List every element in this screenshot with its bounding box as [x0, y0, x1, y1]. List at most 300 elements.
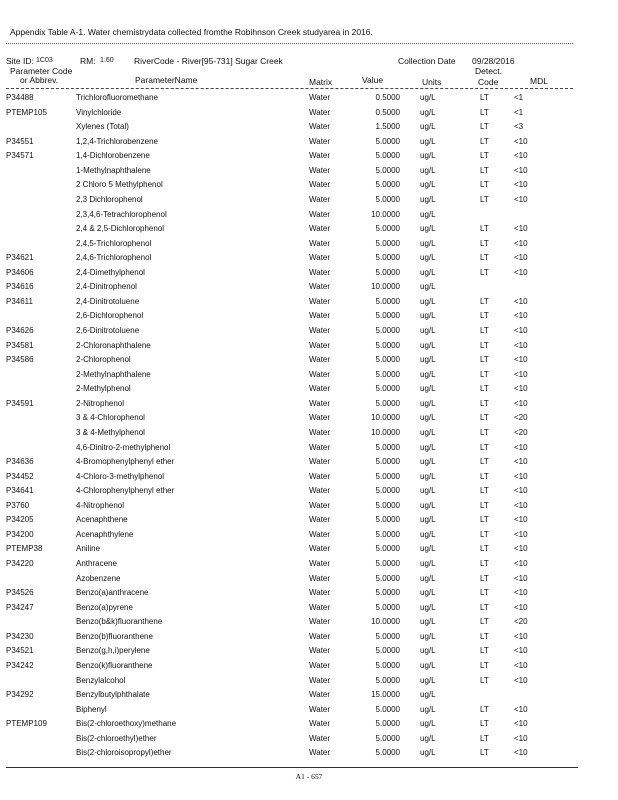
matrix-cell: Water [309, 573, 331, 583]
matrix-cell: Water [309, 209, 331, 219]
mdl-cell: <10 [514, 486, 528, 496]
table-row [0, 236, 618, 251]
matrix-cell: Water [309, 675, 331, 685]
value-cell: 1.5000 [375, 122, 400, 132]
param-code-cell: P34200 [6, 529, 34, 539]
table-row [0, 148, 618, 163]
detect-code-cell: LT [480, 398, 489, 408]
table-row [0, 600, 618, 615]
matrix-cell: Water [309, 617, 331, 627]
detect-code-cell: LT [480, 369, 489, 379]
table-row [0, 207, 618, 222]
units-cell: ug/L [420, 529, 436, 539]
param-name-cell: Benzo(b)fluoranthene [76, 631, 153, 641]
value-cell: 5.0000 [375, 631, 400, 641]
value-cell: 5.0000 [375, 748, 400, 758]
units-cell: ug/L [420, 559, 436, 568]
param-name-cell: 4-Chlorophenylphenyl ether [76, 486, 175, 496]
detect-code-cell: LT [480, 660, 489, 670]
value-cell: 5.0000 [375, 660, 400, 670]
param-name-cell: 2,4,5-Trichlorophenol [76, 238, 152, 248]
param-name-cell: 2,4-Dimethylphenol [76, 267, 145, 277]
value-cell: 5.0000 [375, 675, 400, 685]
units-cell: ug/L [420, 296, 436, 306]
param-name-cell: Benzylbutylphthalate [76, 690, 150, 700]
header-param-code: Parameter Code [10, 66, 73, 76]
value-cell: 5.0000 [375, 136, 400, 146]
value-cell: 5.0000 [375, 398, 400, 408]
matrix-cell: Water [309, 311, 331, 321]
units-cell: ug/L [420, 573, 436, 583]
header-value: Value [362, 75, 384, 85]
param-name-cell: 2-Nitrophenol [76, 398, 125, 408]
detect-code-cell: LT [480, 107, 489, 117]
detect-code-cell: LT [480, 340, 489, 350]
value-cell: 5.0000 [375, 311, 400, 321]
value-cell: 10.0000 [371, 282, 400, 292]
detect-code-cell: LT [480, 559, 489, 568]
units-cell: ug/L [420, 602, 436, 612]
mdl-cell: <10 [514, 544, 528, 554]
table-row [0, 192, 618, 207]
matrix-cell: Water [309, 398, 331, 408]
detect-code-cell: LT [480, 471, 489, 481]
mdl-cell: <10 [514, 253, 528, 263]
param-name-cell: Benzylalcohol [76, 675, 126, 685]
detect-code-cell: LT [480, 500, 489, 510]
value-cell: 10.0000 [371, 617, 400, 627]
detect-code-cell: LT [480, 384, 489, 394]
mdl-cell: <10 [514, 224, 528, 234]
value-cell: 5.0000 [375, 544, 400, 554]
detect-code-cell: LT [480, 267, 489, 277]
table-row [0, 498, 618, 513]
units-cell: ug/L [420, 107, 436, 117]
table-row [0, 702, 618, 717]
table-row [0, 629, 618, 644]
param-name-cell: 2-Chlorophenol [76, 355, 131, 365]
mdl-cell: <20 [514, 413, 528, 423]
value-cell: 5.0000 [375, 253, 400, 263]
units-cell: ug/L [420, 151, 436, 161]
matrix-cell: Water [309, 194, 331, 204]
mdl-cell: <10 [514, 748, 528, 758]
table-row [0, 381, 618, 396]
detect-code-cell: LT [480, 544, 489, 554]
param-name-cell: 3 & 4-Chlorophenol [76, 413, 145, 423]
value-cell: 5.0000 [375, 515, 400, 525]
matrix-cell: Water [309, 660, 331, 670]
table-row [0, 585, 618, 600]
detect-code-cell: LT [480, 588, 489, 598]
param-name-cell: Benzo(g,h,i)perylene [76, 646, 150, 656]
detect-code-cell: LT [480, 413, 489, 423]
param-code-cell: PTEMP109 [6, 719, 47, 729]
value-cell: 5.0000 [375, 296, 400, 306]
units-cell: ug/L [420, 267, 436, 277]
param-name-cell: Trichlorofluoromethane [76, 93, 158, 102]
matrix-cell: Water [309, 486, 331, 496]
table-row [0, 308, 618, 323]
header-mdl: MDL [530, 76, 548, 86]
value-cell: 5.0000 [375, 194, 400, 204]
detect-code-cell: LT [480, 675, 489, 685]
param-code-cell: P34606 [6, 267, 34, 277]
value-cell: 5.0000 [375, 602, 400, 612]
mdl-cell: <10 [514, 646, 528, 656]
site-id-value: 1C03 [36, 57, 53, 64]
mdl-cell: <1 [514, 93, 524, 102]
mdl-cell: <10 [514, 326, 528, 335]
units-cell: ug/L [420, 384, 436, 394]
table-row [0, 643, 618, 658]
value-cell: 5.0000 [375, 719, 400, 729]
units-cell: ug/L [420, 282, 436, 292]
units-cell: ug/L [420, 442, 436, 452]
matrix-cell: Water [309, 529, 331, 539]
detect-code-cell: LT [480, 93, 489, 102]
value-cell: 10.0000 [371, 427, 400, 437]
matrix-cell: Water [309, 180, 331, 190]
param-code-cell: P34452 [6, 471, 34, 481]
units-cell: ug/L [420, 136, 436, 146]
param-name-cell: 2-Chloronaphthalene [76, 340, 151, 350]
rm-value: 1.60 [100, 57, 114, 64]
header-detect: Detect. [475, 66, 502, 76]
param-name-cell: 2-Methylnaphthalene [76, 369, 151, 379]
param-name-cell: 2-Methylphenol [76, 384, 131, 394]
param-name-cell: 4,6-Dinitro-2-methylphenol [76, 442, 171, 452]
mdl-cell: <10 [514, 573, 528, 583]
units-cell: ug/L [420, 398, 436, 408]
detect-code-cell: LT [480, 194, 489, 204]
table-row [0, 221, 618, 236]
param-code-cell: P3760 [6, 500, 30, 510]
detect-code-cell: LT [480, 457, 489, 467]
detect-code-cell: LT [480, 748, 489, 758]
mdl-cell: <1 [514, 107, 524, 117]
param-code-cell: PTEMP38 [6, 544, 43, 554]
matrix-cell: Water [309, 427, 331, 437]
param-name-cell: Benzo(a)anthracene [76, 588, 149, 598]
param-name-cell: Bis(2-chloroethyl)ether [76, 733, 157, 743]
mdl-cell: <10 [514, 602, 528, 612]
mdl-cell: <10 [514, 151, 528, 161]
value-cell: 5.0000 [375, 500, 400, 510]
units-cell: ug/L [420, 748, 436, 758]
river-code: RiverCode - River[95-731] Sugar Creek [134, 56, 283, 66]
detect-code-cell: LT [480, 602, 489, 612]
value-cell: 5.0000 [375, 224, 400, 234]
mdl-cell: <10 [514, 500, 528, 510]
mdl-cell: <10 [514, 165, 528, 175]
detect-code-cell: LT [480, 733, 489, 743]
matrix-cell: Water [309, 631, 331, 641]
param-name-cell: 2,4 & 2,5-Dichlorophenol [76, 224, 165, 234]
mdl-cell: <10 [514, 267, 528, 277]
units-cell: ug/L [420, 515, 436, 525]
table-row [0, 469, 618, 484]
units-cell: ug/L [420, 122, 436, 132]
matrix-cell: Water [309, 340, 331, 350]
header-matrix: Matrix [309, 77, 333, 87]
value-cell: 5.0000 [375, 369, 400, 379]
value-cell: 5.0000 [375, 384, 400, 394]
table-row [0, 541, 618, 556]
table-row [0, 396, 618, 411]
mdl-cell: <10 [514, 559, 528, 568]
units-cell: ug/L [420, 355, 436, 365]
dotted-divider [6, 43, 573, 44]
matrix-cell: Water [309, 369, 331, 379]
table-row [0, 367, 618, 382]
matrix-cell: Water [309, 93, 331, 102]
detect-code-cell: LT [480, 180, 489, 190]
matrix-cell: Water [309, 544, 331, 554]
detect-code-cell: LT [480, 631, 489, 641]
page-number: A1 - 657 [295, 772, 323, 781]
matrix-cell: Water [309, 500, 331, 510]
detect-code-cell: LT [480, 355, 489, 365]
units-cell: ug/L [420, 209, 436, 219]
param-name-cell: 2,4-Dinitrotoluene [76, 296, 140, 306]
units-cell: ug/L [420, 660, 436, 670]
param-name-cell: 2,3,4,6-Tetrachlorophenol [76, 209, 167, 219]
mdl-cell: <10 [514, 296, 528, 306]
matrix-cell: Water [309, 355, 331, 365]
table-row [0, 119, 618, 134]
value-cell: 5.0000 [375, 355, 400, 365]
mdl-cell: <10 [514, 238, 528, 248]
matrix-cell: Water [309, 602, 331, 612]
header-units: Units [422, 77, 442, 87]
matrix-cell: Water [309, 296, 331, 306]
param-name-cell: Benzo(b&k)fluoranthene [76, 617, 163, 627]
table-row [0, 512, 618, 527]
value-cell: 5.0000 [375, 457, 400, 467]
units-cell: ug/L [420, 704, 436, 714]
matrix-cell: Water [309, 646, 331, 656]
param-name-cell: 4-Nitrophenol [76, 500, 125, 510]
matrix-cell: Water [309, 282, 331, 292]
value-cell: 0.5000 [375, 93, 400, 102]
value-cell: 10.0000 [371, 413, 400, 423]
mdl-cell: <10 [514, 355, 528, 365]
units-cell: ug/L [420, 340, 436, 350]
value-cell: 5.0000 [375, 267, 400, 277]
mdl-cell: <10 [514, 442, 528, 452]
units-cell: ug/L [420, 719, 436, 729]
detect-code-cell: LT [480, 151, 489, 161]
mdl-cell: <10 [514, 471, 528, 481]
matrix-cell: Water [309, 515, 331, 525]
detect-code-cell: LT [480, 296, 489, 306]
matrix-cell: Water [309, 151, 331, 161]
param-code-cell: P34242 [6, 660, 34, 670]
param-name-cell: Bis(2-chloroisopropyl)ether [76, 748, 172, 758]
param-name-cell: 2 Chloro 5 Methylphenol [76, 180, 163, 190]
param-name-cell: Acenaphthylene [76, 529, 134, 539]
matrix-cell: Water [309, 733, 331, 743]
mdl-cell: <10 [514, 194, 528, 204]
units-cell: ug/L [420, 471, 436, 481]
value-cell: 5.0000 [375, 704, 400, 714]
detect-code-cell: LT [480, 646, 489, 656]
mdl-cell: <10 [514, 529, 528, 539]
matrix-cell: Water [309, 413, 331, 423]
mdl-cell: <10 [514, 340, 528, 350]
table-row [0, 716, 618, 731]
mdl-cell: <10 [514, 398, 528, 408]
matrix-cell: Water [309, 748, 331, 758]
param-code-cell: P34616 [6, 282, 34, 292]
units-cell: ug/L [420, 253, 436, 263]
units-cell: ug/L [420, 457, 436, 467]
param-name-cell: 1,4-Dichlorobenzene [76, 151, 150, 161]
param-name-cell: Bis(2-chloroethoxy)methane [76, 719, 177, 729]
matrix-cell: Water [309, 588, 331, 598]
mdl-cell: <20 [514, 427, 528, 437]
page-title: Appendix Table A-1. Water chemistrydata collected fromthe Robihnson Creek studyarea in 2016. [10, 27, 373, 37]
units-cell: ug/L [420, 500, 436, 510]
matrix-cell: Water [309, 442, 331, 452]
units-cell: ug/L [420, 165, 436, 175]
param-code-cell: P34626 [6, 326, 34, 335]
mdl-cell: <3 [514, 122, 524, 132]
detect-code-cell: LT [480, 515, 489, 525]
table-row [0, 571, 618, 586]
matrix-cell: Water [309, 704, 331, 714]
units-cell: ug/L [420, 326, 436, 335]
units-cell: ug/L [420, 238, 436, 248]
table-row [0, 687, 618, 702]
table-row [0, 454, 618, 469]
param-code-cell: P34205 [6, 515, 34, 525]
table-row [0, 134, 618, 149]
detect-code-cell: LT [480, 136, 489, 146]
table-row [0, 410, 618, 425]
value-cell: 15.0000 [371, 690, 400, 700]
param-code-cell: P34641 [6, 486, 34, 496]
detect-code-cell: LT [480, 253, 489, 263]
units-cell: ug/L [420, 588, 436, 598]
param-code-cell: P34586 [6, 355, 34, 365]
table-row [0, 294, 618, 309]
matrix-cell: Water [309, 690, 331, 700]
mdl-cell: <10 [514, 704, 528, 714]
detect-code-cell: LT [480, 617, 489, 627]
matrix-cell: Water [309, 122, 331, 132]
table-row [0, 483, 618, 498]
table-row [0, 163, 618, 178]
param-code-cell: P34581 [6, 340, 34, 350]
mdl-cell: <10 [514, 515, 528, 525]
table-row [0, 323, 618, 338]
matrix-cell: Water [309, 136, 331, 146]
mdl-cell: <10 [514, 733, 528, 743]
matrix-cell: Water [309, 326, 331, 335]
param-code-cell: P34488 [6, 93, 34, 102]
value-cell: 0.5000 [375, 107, 400, 117]
units-cell: ug/L [420, 675, 436, 685]
param-name-cell: 2,4-Dinitrophenol [76, 282, 137, 292]
detect-code-cell: LT [480, 486, 489, 496]
param-name-cell: 3 & 4-Methylphenol [76, 427, 145, 437]
param-name-cell: 1,2,4-Trichlorobenzene [76, 136, 158, 146]
value-cell: 5.0000 [375, 573, 400, 583]
value-cell: 5.0000 [375, 180, 400, 190]
table-row [0, 527, 618, 542]
units-cell: ug/L [420, 427, 436, 437]
units-cell: ug/L [420, 93, 436, 102]
param-code-cell: P34571 [6, 151, 34, 161]
table-row [0, 177, 618, 192]
header-divider [6, 88, 573, 89]
mdl-cell: <10 [514, 588, 528, 598]
table-row [0, 614, 618, 629]
detect-code-cell: LT [480, 326, 489, 335]
value-cell: 5.0000 [375, 588, 400, 598]
table-row [0, 673, 618, 688]
matrix-cell: Water [309, 238, 331, 248]
bottom-rule [6, 767, 578, 768]
matrix-cell: Water [309, 719, 331, 729]
param-code-cell: P34611 [6, 296, 33, 306]
rm-label: RM: [80, 56, 96, 66]
param-name-cell: Azobenzene [76, 573, 121, 583]
units-cell: ug/L [420, 224, 436, 234]
detect-code-cell: LT [480, 311, 489, 321]
header-param-abbrev: or Abbrev. [20, 75, 59, 85]
units-cell: ug/L [420, 733, 436, 743]
mdl-cell: <10 [514, 384, 528, 394]
value-cell: 5.0000 [375, 326, 400, 335]
mdl-cell: <10 [514, 136, 528, 146]
table-row [0, 556, 618, 571]
table-row [0, 731, 618, 746]
matrix-cell: Water [309, 253, 331, 263]
param-name-cell: Acenaphthene [76, 515, 128, 525]
detect-code-cell: LT [480, 704, 489, 714]
param-code-cell: P34636 [6, 457, 34, 467]
detect-code-cell: LT [480, 165, 489, 175]
param-name-cell: 2,6-Dinitrotoluene [76, 326, 140, 335]
table-row [0, 745, 618, 760]
units-cell: ug/L [420, 486, 436, 496]
matrix-cell: Water [309, 107, 331, 117]
value-cell: 5.0000 [375, 151, 400, 161]
detect-code-cell: LT [480, 529, 489, 539]
value-cell: 5.0000 [375, 733, 400, 743]
matrix-cell: Water [309, 559, 331, 568]
param-name-cell: 4-Bromophenylphenyl ether [76, 457, 175, 467]
param-code-cell: P34247 [6, 602, 34, 612]
value-cell: 5.0000 [375, 646, 400, 656]
param-name-cell: 2,4,6-Trichlorophenol [76, 253, 152, 263]
table-row [0, 338, 618, 353]
mdl-cell: <20 [514, 617, 528, 627]
param-code-cell: P34292 [6, 690, 34, 700]
value-cell: 5.0000 [375, 340, 400, 350]
detect-code-cell: LT [480, 122, 489, 132]
param-name-cell: Aniline [76, 544, 101, 554]
units-cell: ug/L [420, 690, 436, 700]
param-code-cell: PTEMP105 [6, 107, 47, 117]
mdl-cell: <10 [514, 675, 528, 685]
param-name-cell: Xylenes (Total) [76, 122, 129, 132]
value-cell: 5.0000 [375, 471, 400, 481]
matrix-cell: Water [309, 165, 331, 175]
